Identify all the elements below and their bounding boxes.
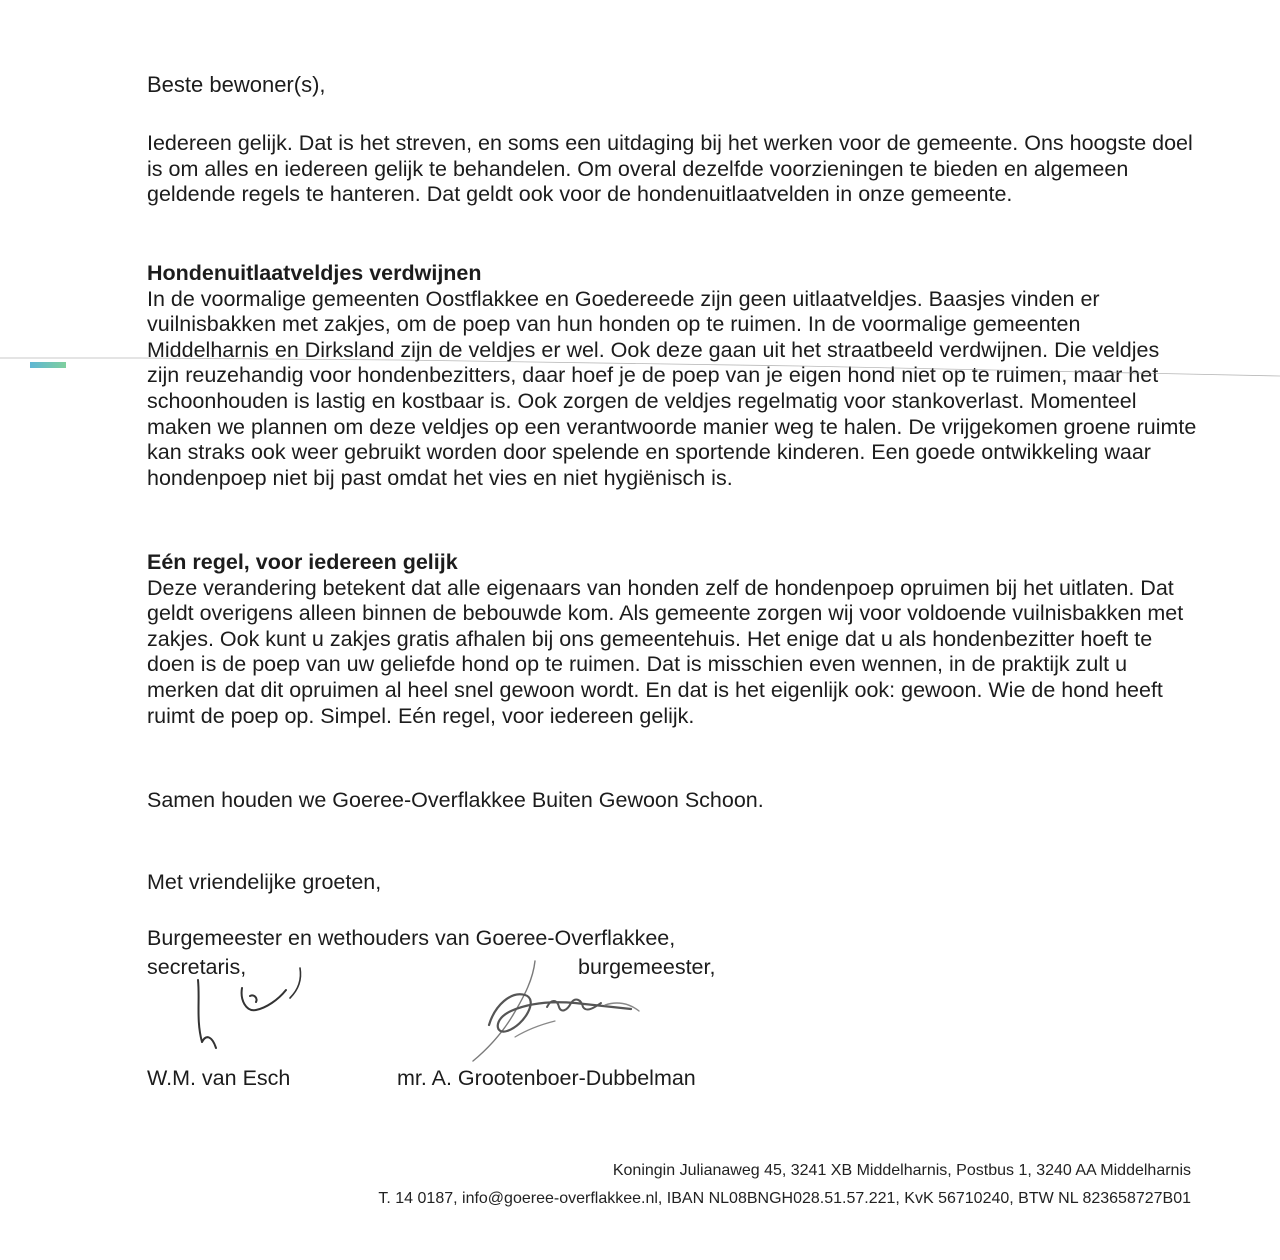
closing-line: Samen houden we Goeree-Overflakkee Buiten Gewoon Schoon.: [147, 788, 764, 812]
section-heading: Eén regel, voor iedereen gelijk: [147, 550, 458, 574]
right-signatory-role: burgemeester,: [578, 955, 716, 979]
section-heading: Hondenuitlaatveldjes verdwijnen: [147, 261, 482, 285]
footer-address: Koningin Julianaweg 45, 3241 XB Middelharnis, Postbus 1, 3240 AA Middelharnis: [612, 1162, 1191, 1179]
right-signatory-name: mr. A. Grootenboer-Dubbelman: [397, 1066, 696, 1090]
scan-color-mark: [30, 362, 66, 368]
left-signatory-name: W.M. van Esch: [147, 1066, 291, 1090]
signatory-body: Burgemeester en wethouders van Goeree-Overflakkee,: [147, 926, 676, 950]
intro-text: Iedereen gelijk. Dat is het streven, en soms een uitdaging bij het werken voor de gemeente. Ons hoogste doel is om alles en iedereen gelijk te behandelen. Om overal dezelfde voorzieningen te bieden en algemeen geldende regels te hanteren. Dat geldt ook voor de hondenuitlaatvelden in onze gemeente.: [147, 131, 1193, 207]
section-body: Deze verandering betekent dat alle eigenaars van honden zelf de hondenpoep opruimen bij het uitlaten. Dat geldt overigens alleen binnen de bebouwde kom. Als gemeente zorgen wij voor voldoende vuilnisbakken met zakjes. Ook kunt u zakjes gratis afhalen bij ons gemeentehuis. Het enige dat u als hondenbezitter hoeft te doen is de poep van uw geliefde hond op te ruimen. Dat is misschien even wennen, in de praktijk zult u merken dat dit opruimen al heel snel gewoon wordt. En dat is het eigenlijk ook: gewoon. Wie de hond heeft ruimt de poep op. Simpel. Eén regel, voor iedereen gelijk.: [147, 575, 1184, 728]
section-een-regel: [147, 550, 1197, 729]
intro-paragraph: [147, 131, 1197, 208]
footer-contact: T. 14 0187, info@goeree-overflakkee.nl, IBAN NL08BNGH028.51.57.221, KvK 56710240, BTW NL 823658727B01: [378, 1190, 1191, 1207]
section-body: In de voormalige gemeenten Oostflakkee en Goedereede zijn geen uitlaatveldjes. Baasjes vinden er vuilnisbakken met zakjes, om de poep van hun honden op te ruimen. In de voormalige gemeenten Middelharnis en Dirksland zijn de veldjes er wel. Ook deze gaan uit het straatbeeld verdwijnen. Die veldjes zijn reuzehandig voor hondenbezitters, daar hoef je de poep van je eigen hond niet op te ruimen, maar het schoonhouden is lastig en kostbaar is. Ook zorgen de veldjes regelmatig voor stankoverlast. Momenteel maken we plannen om deze veldjes op een verantwoorde manier weg te halen. De vrijgekomen groene ruimte kan straks ook weer gebruikt worden door spelende en sportende kinderen. Een goede ontwikkeling waar hondenpoep niet bij past omdat het vies en niet hygiënisch is.: [147, 286, 1197, 490]
regards: Met vriendelijke groeten,: [147, 870, 382, 894]
section-hondenuitlaatveldjes: [147, 261, 1197, 491]
salutation: Beste bewoner(s),: [147, 72, 326, 97]
left-signatory-role: secretaris,: [147, 955, 247, 979]
